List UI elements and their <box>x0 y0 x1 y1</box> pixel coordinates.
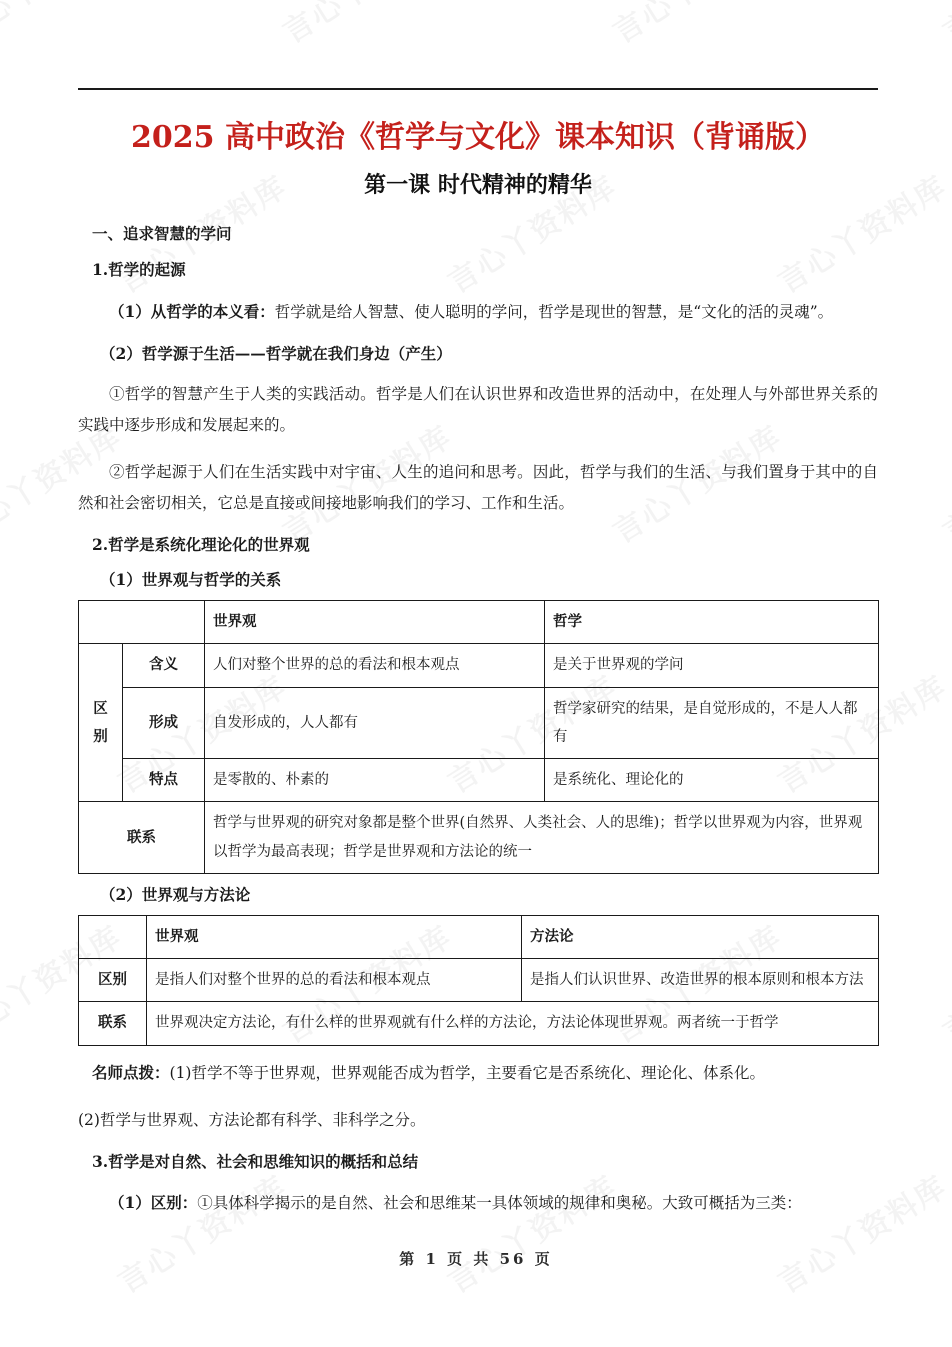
paragraph-lead-1: （1）从哲学的本义看： <box>109 301 275 321</box>
page-title: 2025 高中政治《哲学与文化》课本知识（背诵版） <box>131 120 825 155</box>
table2-caption: （2）世界观与方法论 <box>100 884 251 904</box>
table1-cell-formation-philosophy: 哲学家研究的结果，是自觉形成的，不是人人都有 <box>545 687 879 759</box>
table1-aspect-feature: 特点 <box>123 759 205 802</box>
table-worldview-methodology <box>78 915 879 1046</box>
table2-cell-connection: 世界观决定方法论，有什么样的世界观就有什么样的方法论，方法论体现世界观。两者统一于哲学 <box>147 1002 879 1045</box>
table1-corner-cell <box>79 601 205 644</box>
tips-lead-label: 名师点拨： <box>92 1062 170 1082</box>
subsection-heading-4: 3.哲学是对自然、社会和思维知识的概括和总结 <box>92 1151 419 1171</box>
paragraph-tips-2: (2)哲学与世界观、方法论都有科学、非科学之分。 <box>78 1110 426 1129</box>
subsection-heading-3: 2.哲学是系统化理论化的世界观 <box>92 535 310 555</box>
tips-text-1: (1)哲学不等于世界观，世界观能否成为哲学，主要看它是否系统化、理论化、体系化。 <box>169 1063 765 1082</box>
table1-cell-formation-worldview: 自发形成的，人人都有 <box>205 687 545 759</box>
paragraph-philosophy-origin <box>78 288 878 336</box>
table-row <box>79 687 879 759</box>
paragraph-difference <box>78 1179 878 1227</box>
table2-cell-difference-methodology: 是指人们认识世界、改造世界的根本原则和根本方法 <box>522 959 879 1002</box>
table1-header-worldview: 世界观 <box>205 601 545 644</box>
document-body <box>78 216 878 1227</box>
table-row <box>79 802 879 874</box>
paragraph-text-2: ①具体科学揭示的是自然、社会和思维某一具体领域的规律和奥秘。大致可概括为三类： <box>197 1194 802 1213</box>
table-row <box>79 601 879 644</box>
section-heading-1: 一、追求智慧的学问 <box>92 224 232 243</box>
table1-cell-meaning-philosophy: 是关于世界观的学问 <box>545 644 879 687</box>
paragraph-tips-1 <box>78 1050 878 1097</box>
table2-header-methodology: 方法论 <box>522 915 879 958</box>
table-row <box>79 644 879 687</box>
table-row <box>79 915 879 958</box>
paragraph-point-2: ②哲学起源于人们在生活实践中对宇宙、人生的追问和思考。因此，哲学与我们的生活、与我们置身于其中的自然和社会密切相关，它总是直接或间接地影响我们的学习、工作和生活。 <box>78 463 878 513</box>
table1-aspect-formation: 形成 <box>123 687 205 759</box>
table1-label-difference: 区别 <box>79 644 123 802</box>
lesson-subtitle: 第一课 时代精神的精华 <box>364 172 592 198</box>
table1-header-philosophy: 哲学 <box>545 601 879 644</box>
subsection-heading-2: （2）哲学源于生活——哲学就在我们身边（产生） <box>100 343 452 363</box>
table-row <box>79 759 879 802</box>
table-row <box>79 959 879 1002</box>
table1-aspect-meaning: 含义 <box>123 644 205 687</box>
table1-cell-meaning-worldview: 人们对整个世界的总的看法和根本观点 <box>205 644 545 687</box>
table1-cell-connection: 哲学与世界观的研究对象都是整个世界(自然界、人类社会、人的思维)；哲学以世界观为内容，世界观以哲学为最高表现；哲学是世界观和方法论的统一 <box>205 802 879 874</box>
paragraph-text-1: 哲学就是给人智慧、使人聪明的学问，哲学是现世的智慧，是“文化的活的灵魂”。 <box>274 302 834 321</box>
header-rule <box>78 88 878 90</box>
table-row <box>79 1002 879 1045</box>
table2-label-difference: 区别 <box>79 959 147 1002</box>
table1-caption: （1）世界观与哲学的关系 <box>100 570 282 590</box>
table2-cell-difference-worldview: 是指人们对整个世界的总的看法和根本观点 <box>147 959 522 1002</box>
subsection-heading-1: 1.哲学的起源 <box>92 259 186 279</box>
paragraph-point-1: ①哲学的智慧产生于人类的实践活动。哲学是人们在认识世界和改造世界的活动中，在处理人与外部世界关系的实践中逐步形成和发展起来的。 <box>78 385 878 435</box>
table1-cell-feature-worldview: 是零散的、朴素的 <box>205 759 545 802</box>
table1-cell-feature-philosophy: 是系统化、理论化的 <box>545 759 879 802</box>
table2-label-connection: 联系 <box>79 1002 147 1045</box>
table2-header-worldview: 世界观 <box>147 915 522 958</box>
table2-corner-cell <box>79 915 147 958</box>
paragraph-lead-2: （1）区别： <box>109 1193 198 1213</box>
table1-label-connection: 联系 <box>79 802 205 874</box>
page-footer: 第 1 页 共 56 页 <box>399 1250 553 1268</box>
table-worldview-philosophy <box>78 600 879 874</box>
